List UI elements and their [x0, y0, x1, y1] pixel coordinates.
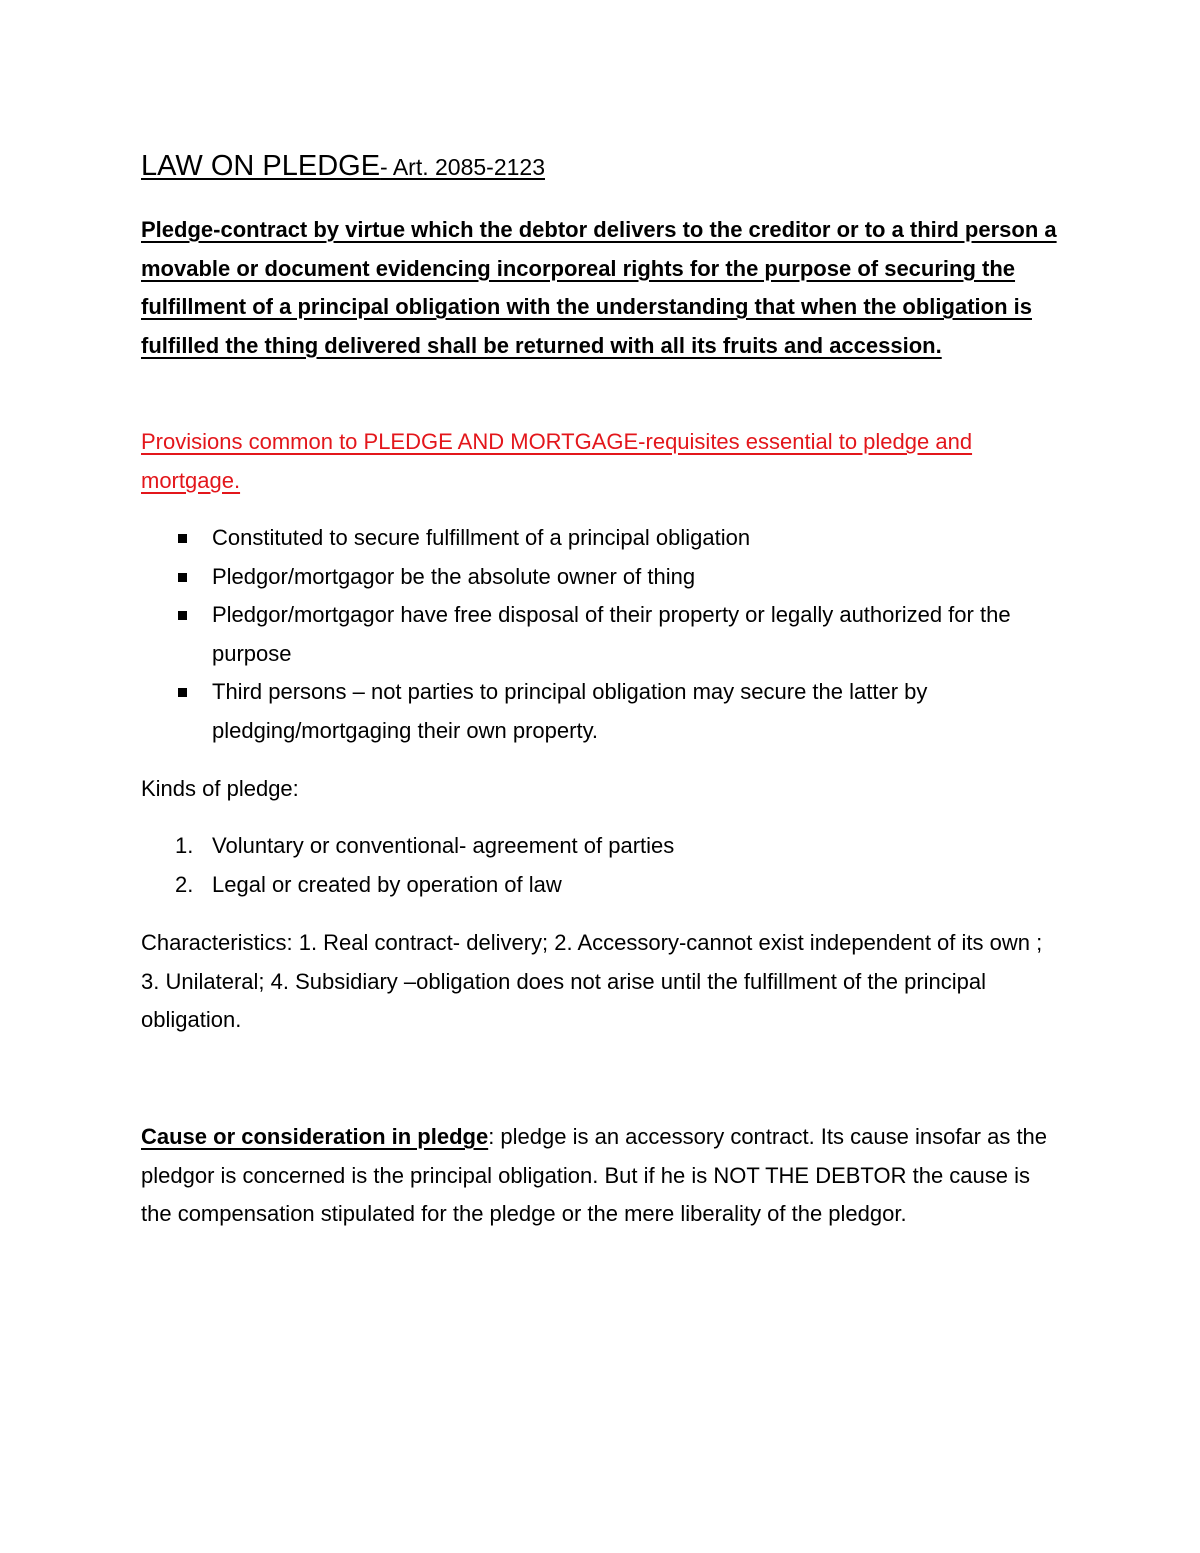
requisite-text: Third persons – not parties to principal obligation may secure the latter by pledging/mortgaging their own property. [212, 679, 928, 743]
requisite-item [141, 596, 1066, 673]
kinds-list [141, 827, 1066, 904]
kind-text: Voluntary or conventional- agreement of parties [212, 833, 675, 858]
requisite-item [141, 558, 1066, 597]
cause-label: Cause or consideration in pledge [141, 1124, 489, 1149]
square-bullet-icon [178, 611, 187, 620]
cause-text: : pledge is an accessory contract. Its cause insofar as the pledgor is concerned is the principal obligation. But if he is NOT THE DEBTOR the cause is the compensation stipulated for the pledge or the mere liberality of the pledgor. [141, 1124, 1048, 1226]
kinds-heading: Kinds of pledge: [141, 776, 299, 801]
kind-item [141, 827, 1066, 866]
requisite-text: Constituted to secure fulfillment of a principal obligation [212, 525, 751, 550]
kind-number: 1. [175, 833, 194, 858]
kind-item [141, 866, 1066, 905]
requisite-item [141, 673, 1066, 750]
requisite-item [141, 519, 1066, 558]
document-title [141, 148, 545, 185]
characteristics-paragraph: Characteristics: 1. Real contract- delivery; 2. Accessory-cannot exist independent of its own ; 3. Unilateral; 4. Subsidiary –obligation does not arise until the fulfillment of the principal obligation. [141, 930, 1043, 1032]
provisions-heading: Provisions common to PLEDGE AND MORTGAGE-requisites essential to pledge and mortgage. [141, 429, 973, 493]
requisite-text: Pledgor/mortgagor be the absolute owner of thing [212, 563, 696, 589]
cause-paragraph [141, 1118, 1066, 1234]
title-main: LAW ON PLEDGE [141, 150, 381, 182]
pledge-definition: Pledge-contract by virtue which the debtor delivers to the creditor or to a third person a movable or document evidencing incorporeal rights for the purpose of securing the fulfillment of a principal obligation with the understanding that when the obligation is fulfilled the thing delivered shall be returned with all its fruits and accession. [141, 217, 1057, 358]
kind-number: 2. [175, 871, 194, 897]
kind-text: Legal or created by operation of law [212, 871, 562, 897]
requisites-list [141, 519, 1066, 750]
square-bullet-icon [178, 688, 187, 697]
square-bullet-icon [178, 573, 187, 582]
title-articles: - Art. 2085-2123 [380, 154, 545, 180]
requisite-text: Pledgor/mortgagor have free disposal of their property or legally authorized for the purpose [212, 602, 1011, 666]
square-bullet-icon [178, 534, 187, 543]
